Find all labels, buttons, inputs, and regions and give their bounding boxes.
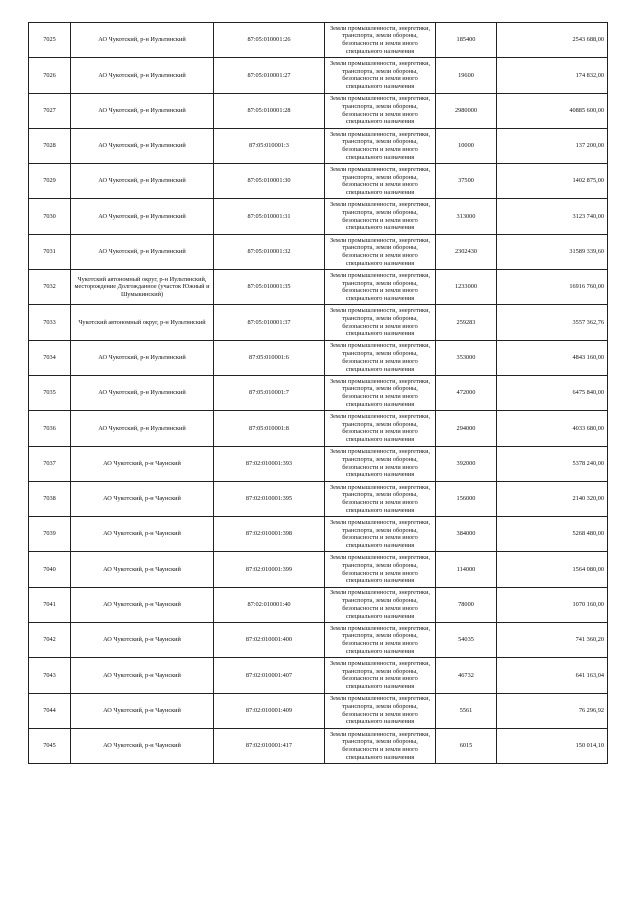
table-row: [29, 164, 608, 199]
cadastral-value-cell: 6475 840,00: [497, 375, 608, 410]
land-category-cell: Земли промышленности, энергетики, транспорта, земли обороны, безопасности и земли иного специального назначения: [325, 411, 436, 446]
cadastral-value-cell: 1564 080,00: [497, 552, 608, 587]
area-cell: 5561: [436, 693, 497, 728]
area-cell: 185400: [436, 23, 497, 58]
row-number-cell: 7027: [29, 93, 71, 128]
table-row: [29, 411, 608, 446]
area-cell: 259283: [436, 305, 497, 340]
table-row: [29, 481, 608, 516]
cadastral-value-cell: 641 163,04: [497, 658, 608, 693]
cadastral-number-cell: 87:05:010001:8: [214, 411, 325, 446]
table-row: [29, 199, 608, 234]
table-row: [29, 340, 608, 375]
area-cell: 472000: [436, 375, 497, 410]
row-number-cell: 7042: [29, 623, 71, 658]
land-category-cell: Земли промышленности, энергетики, транспорта, земли обороны, безопасности и земли иного специального назначения: [325, 552, 436, 587]
cadastral-value-cell: 1070 160,00: [497, 587, 608, 622]
land-category-cell: Земли промышленности, энергетики, транспорта, земли обороны, безопасности и земли иного специального назначения: [325, 481, 436, 516]
area-cell: 2980000: [436, 93, 497, 128]
table-row: [29, 23, 608, 58]
row-number-cell: 7029: [29, 164, 71, 199]
table-row: [29, 93, 608, 128]
area-cell: 1233000: [436, 270, 497, 305]
land-category-cell: Земли промышленности, энергетики, транспорта, земли обороны, безопасности и земли иного специального назначения: [325, 693, 436, 728]
location-cell: АО Чукотский, р-н Чаунский: [71, 481, 214, 516]
row-number-cell: 7044: [29, 693, 71, 728]
area-cell: 294000: [436, 411, 497, 446]
table-row: [29, 587, 608, 622]
area-cell: 392000: [436, 446, 497, 481]
cadastral-value-cell: 16916 760,00: [497, 270, 608, 305]
cadastral-number-cell: 87:02:010001:393: [214, 446, 325, 481]
cadastral-number-cell: 87:02:010001:407: [214, 658, 325, 693]
land-category-cell: Земли промышленности, энергетики, транспорта, земли обороны, безопасности и земли иного специального назначения: [325, 270, 436, 305]
cadastral-number-cell: 87:05:010001:7: [214, 375, 325, 410]
table-row: [29, 375, 608, 410]
land-category-cell: Земли промышленности, энергетики, транспорта, земли обороны, безопасности и земли иного специального назначения: [325, 305, 436, 340]
cadastral-number-cell: 87:05:010001:37: [214, 305, 325, 340]
location-cell: АО Чукотский, р-н Чаунский: [71, 623, 214, 658]
row-number-cell: 7026: [29, 58, 71, 93]
land-category-cell: Земли промышленности, энергетики, транспорта, земли обороны, безопасности и земли иного специального назначения: [325, 587, 436, 622]
cadastral-number-cell: 87:05:010001:3: [214, 128, 325, 163]
location-cell: АО Чукотский, р-н Иультинский: [71, 375, 214, 410]
land-category-cell: Земли промышленности, энергетики, транспорта, земли обороны, безопасности и земли иного специального назначения: [325, 199, 436, 234]
cadastral-number-cell: 87:02:010001:400: [214, 623, 325, 658]
cadastral-value-cell: 76 296,92: [497, 693, 608, 728]
row-number-cell: 7035: [29, 375, 71, 410]
land-category-cell: Земли промышленности, энергетики, транспорта, земли обороны, безопасности и земли иного специального назначения: [325, 23, 436, 58]
cadastral-number-cell: 87:02:010001:409: [214, 693, 325, 728]
cadastral-number-cell: 87:05:010001:35: [214, 270, 325, 305]
table-row: [29, 58, 608, 93]
area-cell: 2302430: [436, 234, 497, 269]
location-cell: Чукотский автономный округ, р-н Иультинский, месторождение Долгожданное (участок Южный и Шумыкинский): [71, 270, 214, 305]
land-category-cell: Земли промышленности, энергетики, транспорта, земли обороны, безопасности и земли иного специального назначения: [325, 164, 436, 199]
table-row: [29, 623, 608, 658]
location-cell: АО Чукотский, р-н Чаунский: [71, 517, 214, 552]
table-row: [29, 305, 608, 340]
land-category-cell: Земли промышленности, энергетики, транспорта, земли обороны, безопасности и земли иного специального назначения: [325, 58, 436, 93]
area-cell: 78000: [436, 587, 497, 622]
cadastral-value-cell: 3557 362,76: [497, 305, 608, 340]
land-category-cell: Земли промышленности, энергетики, транспорта, земли обороны, безопасности и земли иного специального назначения: [325, 128, 436, 163]
area-cell: 156000: [436, 481, 497, 516]
land-category-cell: Земли промышленности, энергетики, транспорта, земли обороны, безопасности и земли иного специального назначения: [325, 234, 436, 269]
land-category-cell: Земли промышленности, энергетики, транспорта, земли обороны, безопасности и земли иного специального назначения: [325, 728, 436, 763]
location-cell: АО Чукотский, р-н Иультинский: [71, 58, 214, 93]
location-cell: АО Чукотский, р-н Чаунский: [71, 552, 214, 587]
land-category-cell: Земли промышленности, энергетики, транспорта, земли обороны, безопасности и земли иного специального назначения: [325, 517, 436, 552]
location-cell: АО Чукотский, р-н Чаунский: [71, 446, 214, 481]
table-row: [29, 728, 608, 763]
cadastral-number-cell: 87:02:010001:399: [214, 552, 325, 587]
location-cell: АО Чукотский, р-н Иультинский: [71, 411, 214, 446]
cadastral-number-cell: 87:02:010001:417: [214, 728, 325, 763]
cadastral-number-cell: 87:05:010001:28: [214, 93, 325, 128]
table-row: [29, 128, 608, 163]
row-number-cell: 7043: [29, 658, 71, 693]
cadastral-value-cell: 3123 740,00: [497, 199, 608, 234]
land-category-cell: Земли промышленности, энергетики, транспорта, земли обороны, безопасности и земли иного специального назначения: [325, 658, 436, 693]
row-number-cell: 7037: [29, 446, 71, 481]
row-number-cell: 7040: [29, 552, 71, 587]
cadastral-number-cell: 87:02:010001:398: [214, 517, 325, 552]
cadastral-number-cell: 87:05:010001:32: [214, 234, 325, 269]
land-registry-table: [28, 22, 608, 764]
cadastral-value-cell: 1402 875,00: [497, 164, 608, 199]
cadastral-value-cell: 2543 688,00: [497, 23, 608, 58]
row-number-cell: 7031: [29, 234, 71, 269]
table-row: [29, 552, 608, 587]
land-category-cell: Земли промышленности, энергетики, транспорта, земли обороны, безопасности и земли иного специального назначения: [325, 375, 436, 410]
area-cell: 114000: [436, 552, 497, 587]
row-number-cell: 7028: [29, 128, 71, 163]
table-row: [29, 270, 608, 305]
cadastral-number-cell: 87:05:010001:27: [214, 58, 325, 93]
row-number-cell: 7034: [29, 340, 71, 375]
row-number-cell: 7039: [29, 517, 71, 552]
cadastral-value-cell: 137 200,00: [497, 128, 608, 163]
cadastral-value-cell: 31589 339,60: [497, 234, 608, 269]
cadastral-number-cell: 87:05:010001:26: [214, 23, 325, 58]
land-category-cell: Земли промышленности, энергетики, транспорта, земли обороны, безопасности и земли иного специального назначения: [325, 340, 436, 375]
cadastral-value-cell: 4033 680,00: [497, 411, 608, 446]
row-number-cell: 7041: [29, 587, 71, 622]
area-cell: 313000: [436, 199, 497, 234]
cadastral-value-cell: 40885 600,00: [497, 93, 608, 128]
cadastral-value-cell: 4843 160,00: [497, 340, 608, 375]
cadastral-value-cell: 174 832,00: [497, 58, 608, 93]
location-cell: АО Чукотский, р-н Иультинский: [71, 234, 214, 269]
location-cell: АО Чукотский, р-н Чаунский: [71, 693, 214, 728]
location-cell: АО Чукотский, р-н Иультинский: [71, 199, 214, 234]
cadastral-number-cell: 87:02:010001:395: [214, 481, 325, 516]
area-cell: 46732: [436, 658, 497, 693]
cadastral-value-cell: 5378 240,00: [497, 446, 608, 481]
cadastral-value-cell: 5268 480,00: [497, 517, 608, 552]
location-cell: АО Чукотский, р-н Иультинский: [71, 128, 214, 163]
cadastral-number-cell: 87:05:010001:6: [214, 340, 325, 375]
table-row: [29, 517, 608, 552]
location-cell: АО Чукотский, р-н Иультинский: [71, 23, 214, 58]
table-row: [29, 693, 608, 728]
area-cell: 10000: [436, 128, 497, 163]
location-cell: АО Чукотский, р-н Иультинский: [71, 93, 214, 128]
table-row: [29, 446, 608, 481]
cadastral-value-cell: 2140 320,00: [497, 481, 608, 516]
row-number-cell: 7025: [29, 23, 71, 58]
row-number-cell: 7045: [29, 728, 71, 763]
table-body: [29, 23, 608, 764]
table-row: [29, 658, 608, 693]
row-number-cell: 7036: [29, 411, 71, 446]
location-cell: АО Чукотский, р-н Чаунский: [71, 587, 214, 622]
row-number-cell: 7033: [29, 305, 71, 340]
area-cell: 19600: [436, 58, 497, 93]
cadastral-number-cell: 87:05:010001:31: [214, 199, 325, 234]
area-cell: 37500: [436, 164, 497, 199]
area-cell: 54035: [436, 623, 497, 658]
table-row: [29, 234, 608, 269]
location-cell: АО Чукотский, р-н Иультинский: [71, 164, 214, 199]
land-category-cell: Земли промышленности, энергетики, транспорта, земли обороны, безопасности и земли иного специального назначения: [325, 93, 436, 128]
location-cell: АО Чукотский, р-н Чаунский: [71, 728, 214, 763]
land-category-cell: Земли промышленности, энергетики, транспорта, земли обороны, безопасности и земли иного специального назначения: [325, 623, 436, 658]
row-number-cell: 7038: [29, 481, 71, 516]
row-number-cell: 7032: [29, 270, 71, 305]
row-number-cell: 7030: [29, 199, 71, 234]
area-cell: 353000: [436, 340, 497, 375]
area-cell: 384000: [436, 517, 497, 552]
cadastral-value-cell: 150 014,10: [497, 728, 608, 763]
cadastral-number-cell: 87:05:010001:30: [214, 164, 325, 199]
area-cell: 6015: [436, 728, 497, 763]
location-cell: АО Чукотский, р-н Чаунский: [71, 658, 214, 693]
location-cell: Чукотский автономный округ, р-н Иультинский: [71, 305, 214, 340]
land-category-cell: Земли промышленности, энергетики, транспорта, земли обороны, безопасности и земли иного специального назначения: [325, 446, 436, 481]
cadastral-value-cell: 741 360,20: [497, 623, 608, 658]
location-cell: АО Чукотский, р-н Иультинский: [71, 340, 214, 375]
cadastral-number-cell: 87:02:010001:40: [214, 587, 325, 622]
